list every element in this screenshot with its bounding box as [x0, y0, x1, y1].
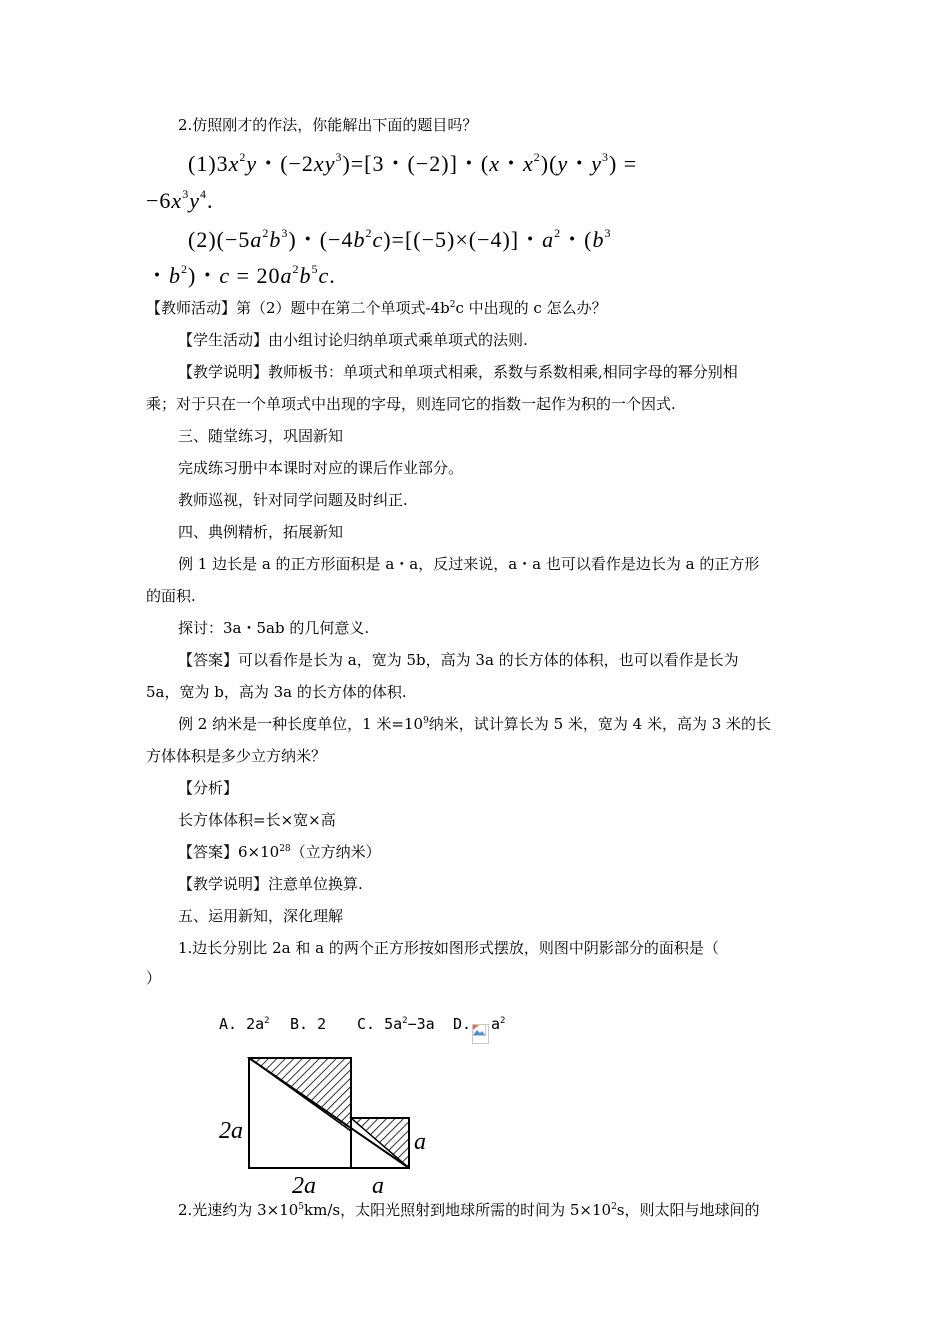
section-3-heading: 三、随堂练习，巩固新知	[178, 427, 344, 445]
question-2-text: 2.光速约为 $3\times 10^5km/s$，太阳光照射到地球所需的时间为 $5\times 10^2s$，则太阳与地球间的	[178, 1201, 760, 1219]
example-1-text: 例 1 边长是 a 的正方形面积是 a・a，反过来说，a・a 也可以看作是边长为 a 的正方形	[178, 555, 760, 573]
option-b: B. 2	[290, 1015, 327, 1033]
label-bottom-large: 2a	[292, 1173, 316, 1199]
teaching-note-1-cont: 乘；对于只在一个单项式中出现的字母，则连同它的指数一起作为积的一个因式.	[146, 395, 676, 413]
student-activity: 【学生活动】由小组讨论归纳单项式乘单项式的法则.	[178, 331, 528, 349]
option-d-value: $a^2$	[491, 1015, 506, 1033]
example-2-text-cont: 方体体积是多少立方纳米？	[146, 747, 327, 765]
shaded-region-small	[351, 1118, 409, 1168]
section-5-heading: 五、运用新知，深化理解	[178, 907, 344, 925]
answer-1-text: 【答案】可以看作是长为 a，宽为 5b，高为 3a 的长方体的体积，也可以看作是长为	[178, 651, 739, 669]
equation-1-line-2: $-6x^3y^4$.	[146, 187, 214, 213]
option-c: C. $5a^2-3a$	[357, 1015, 435, 1033]
example-2-text: 例 2 纳米是一种长度单位，1 米$=10^9$纳米，试计算长为 5 米，宽为 4 米，高为 3 米的长	[178, 715, 772, 733]
equation-2-line-1: $(2)(-5a^2b^3)$・$(-4b^2c)=[(-5)\times(-4)]$・$a^2$・($b^3$	[188, 226, 612, 252]
equation-1-line-1: $(1)3x^2y$・$(-2xy^3)=[3$・(−2)]・(x・$x^2)(y$・$y^3$) =	[188, 150, 638, 176]
analysis-label: 【分析】	[178, 779, 239, 797]
teaching-note-2: 【教学说明】注意单位换算.	[178, 875, 363, 893]
label-left: 2a	[219, 1118, 243, 1144]
option-a: A. $2a^2$	[219, 1015, 270, 1033]
label-right: a	[414, 1129, 426, 1155]
squares-figure	[200, 1050, 440, 1200]
label-bottom-small: a	[372, 1173, 384, 1199]
section-4-heading: 四、典例精析，拓展新知	[178, 523, 344, 541]
teacher-activity: 【教师活动】第（2）题中在第二个单项式$-4b^2c$ 中出现的 c 怎么办？	[146, 299, 607, 317]
question-1-paren: ）	[146, 969, 162, 987]
practice-text: 完成练习册中本课时对应的课后作业部分。	[178, 459, 464, 477]
teacher-patrol-text: 教师巡视，针对同学问题及时纠正.	[178, 491, 408, 509]
broken-image-icon	[472, 1024, 486, 1036]
explore-text: 探讨：3a・5ab 的几何意义.	[178, 619, 370, 637]
option-d: D.	[453, 1015, 472, 1033]
teaching-note-1: 【教学说明】教师板书：单项式和单项式相乘，系数与系数相乘,相同字母的幂分别相	[178, 363, 738, 381]
volume-formula: 长方体体积=长×宽×高	[178, 811, 336, 829]
question-2-prompt: 2.仿照刚才的作法，你能解出下面的题目吗？	[178, 116, 478, 134]
answer-1-text-cont: 5a，宽为 b，高为 3a 的长方体的体积.	[146, 683, 407, 701]
question-1-text: 1.边长分别比 2a 和 a 的两个正方形按如图形式摆放，则图中阴影部分的面积是（	[178, 939, 719, 957]
equation-2-line-2: ・$b^2$)・$c = 20a^2b^5c$.	[146, 262, 336, 288]
example-1-text-cont: 的面积.	[146, 587, 196, 605]
answer-2-text: 【答案】$6\times 10^{28}$（立方纳米）	[178, 843, 381, 861]
